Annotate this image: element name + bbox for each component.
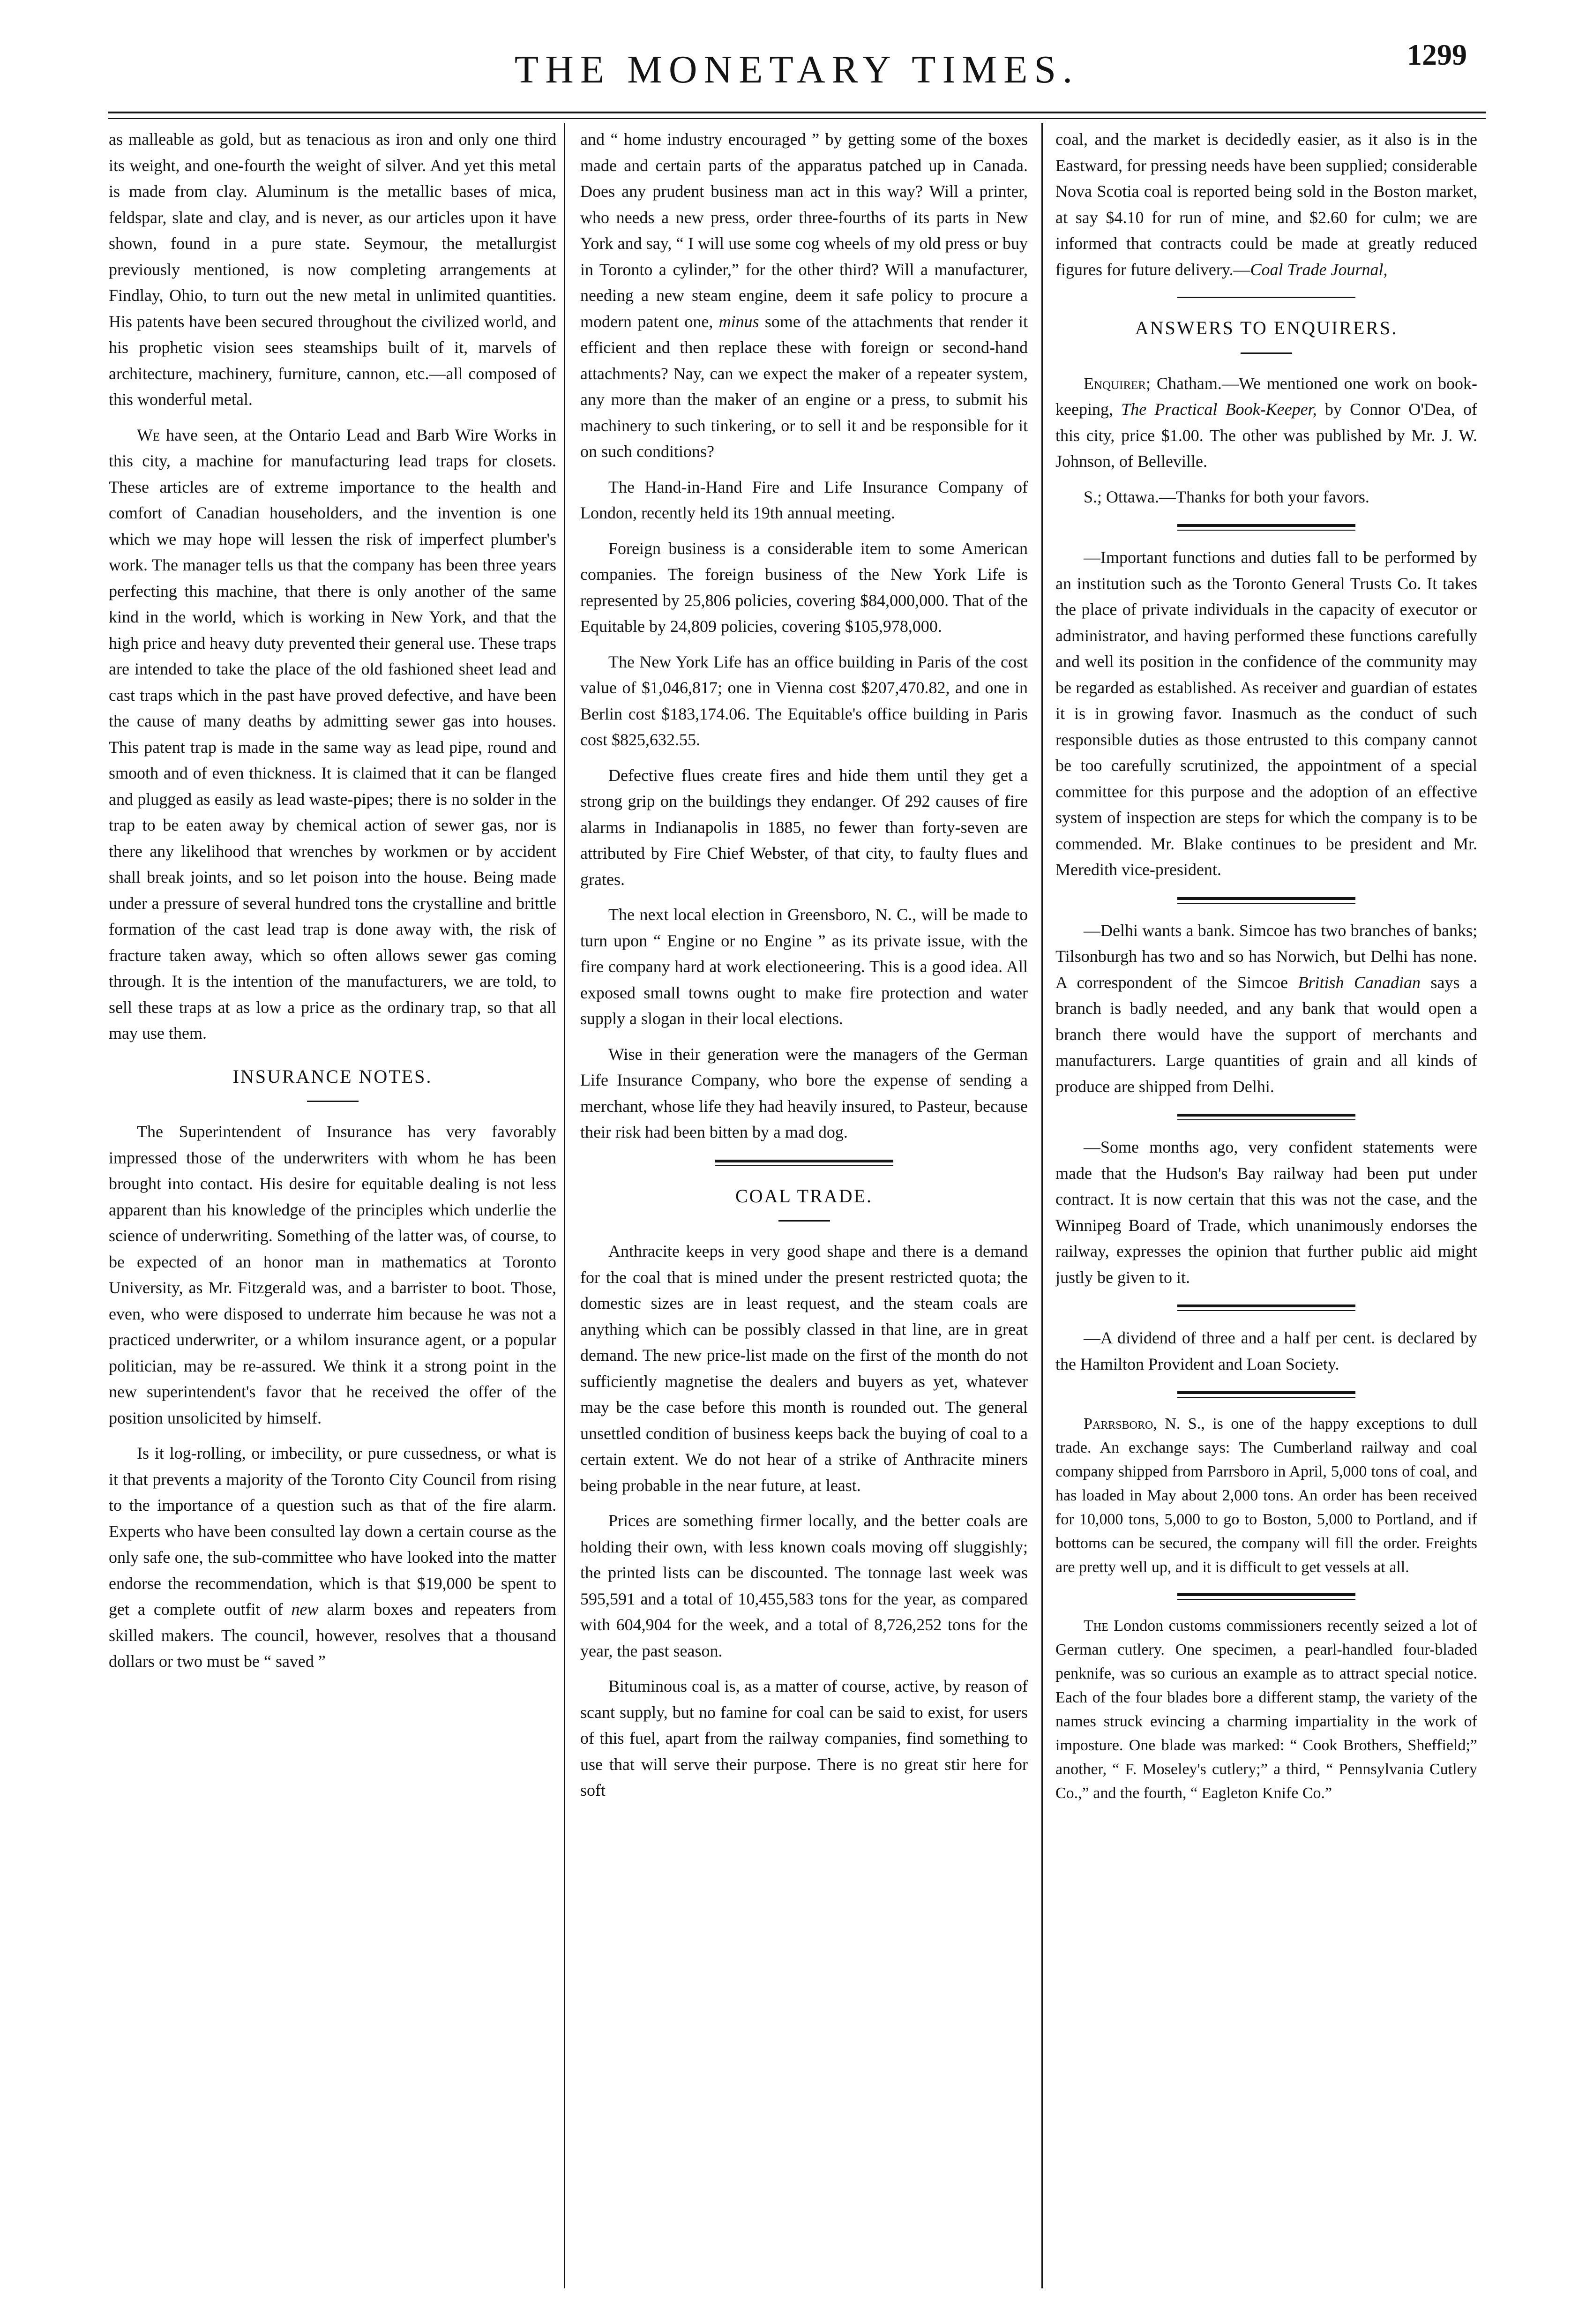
- superintendent-paragraph: The Superintendent of Insurance has very favorably impressed those of the underwriters with whom he has been brought into contact. His desire for equitable dealing is not less apparent than his knowledge of the principles which underlie the science of underwriting. Something of the latter was, of course, to be expected of an honor man in mathematics at Toronto University, as Mr. Fitzgerald was, and a barrister to boot. Those, even, who were disposed to underrate him because he was not a practiced underwriter, or a whilom insurance agent, or a popular politician, may be re-assured. We think it a strong point in the new superintendent's favor that he received the offer of the position unsolicited by himself.: [109, 1122, 556, 1427]
- bituminous-paragraph: Bituminous coal is, as a matter of course, active, by reason of scant supply, but no famine for coal can be said to exist, for users of this fuel, apart from the railway companies, find something to use that will serve their purpose. There is no great stir here for soft: [580, 1677, 1028, 1799]
- aluminum-paragraph: as malleable as gold, but as tenacious as iron and only one third its weight, and one-fourth the weight of silver. And yet this metal is made from clay. Aluminum is the metallic bases of mica, feldspar, slate and clay, and is never, as our articles upon it have shown, found in a pure state. Seymour, the metallurgist previously mentioned, is now completing arrangements at Findlay, Ohio, to turn out the new metal in unlimited quantities. His patents have been secured throughout the civilized world, and his prophetic vision sees steamships built of it, marvels of architecture, machinery, furniture, cannon, etc.—all composed of this wonderful metal.: [109, 130, 556, 409]
- section-divider: [1177, 297, 1355, 298]
- heading-rule: [778, 1220, 830, 1222]
- greensboro-paragraph: The next local election in Greensboro, N. C., will be made to turn upon “ Engine or no Engine ” as its private issue, with the fire company hard at work electioneering. This is a good idea. All exposed small towns ought to make fire protection and water supply a slogan in their local elections.: [580, 905, 1028, 1028]
- answers-heading: ANSWERS TO ENQUIRERS.: [1135, 317, 1398, 338]
- page-number: 1299: [1407, 38, 1467, 71]
- enquirer-paragraph: Enquirer; Chatham.—We mentioned one work on book-keeping, The Practical Book-Keeper, by Connor O'Dea, of this city, price $1.00. The other was published by Mr. J. W. Johnson, of Belleville.: [1055, 374, 1477, 471]
- coal-market-paragraph: coal, and the market is decidedly easier, as it also is in the Eastward, for pressing needs have been supplied; considerable Nova Scotia coal is reported being sold in the Boston market, at say $4.10 for run of mine, and $2.60 for culm; we are informed that contracts could be made at greatly reduced figures for future delivery.—Coal Trade Journal,: [1055, 130, 1477, 279]
- coal-trade-heading: COAL TRADE.: [735, 1185, 873, 1207]
- column-2: [580, 127, 1028, 2292]
- section-divider: [1177, 1391, 1355, 1398]
- masthead: [112, 33, 1481, 94]
- column-rule-1: [564, 123, 565, 2288]
- header-rule-bottom: [108, 118, 1486, 119]
- section-divider: [715, 1160, 893, 1166]
- hudsons-bay-paragraph: —Some months ago, very confident statements were made that the Hudson's Bay railway had been put under contract. It is now certain that this was not the case, and the Winnipeg Board of Trade, which unanimously endorses the railway, expresses the opinion that further public aid might justly be given to it.: [1055, 1138, 1477, 1287]
- anthracite-paragraph: Anthracite keeps in very good shape and there is a demand for the coal that is mined under the present restricted quota; the domestic sizes are in least request, and the steam coals are anything which can be possibly classed in that line, are in great demand. The new price-list made on the first of the month do not sufficiently magnetise the dealers and buyers as yet, whatever may be the case before this month is rounded out. The general unsettled condition of business keeps back the buying of coal to a certain extent. We do not hear of a strike of Anthracite miners being probable in the near future, at least.: [580, 1242, 1028, 1495]
- trusts-paragraph: —Important functions and duties fall to be performed by an institution such as the Toronto General Trusts Co. It takes the place of private individuals in the capacity of executor or administrator, and having performed these functions carefully and well its position in the confidence of the community may be regarded as established. As receiver and guardian of estates it is in growing favor. Inasmuch as the conduct of such responsible duties as those entrusted to this company cannot be too carefully scrutinized, the appointment of a special committee for this purpose and the adoption of an effective system of inspection are steps for which the company is to be commended. Mr. Blake continues to be president and Mr. Meredith vice-president.: [1055, 548, 1477, 879]
- delhi-paragraph: —Delhi wants a bank. Simcoe has two branches of banks; Tilsonburgh has two and so has Norwich, but Delhi has none. A correspondent of the Simcoe British Canadian says a branch is badly needed, and any bank that would open a branch there would have the support of merchants and manufacturers. Large quantities of grain and all kinds of produce are shipped from Delhi.: [1055, 921, 1477, 1096]
- section-divider: [1177, 524, 1355, 531]
- header-rule-top: [108, 112, 1486, 113]
- heading-rule: [1241, 352, 1292, 354]
- lead-word: We: [137, 425, 160, 444]
- column-1: [109, 127, 556, 2292]
- hand-in-hand-paragraph: The Hand-in-Hand Fire and Life Insurance Company of London, recently held its 19th annual meeting.: [580, 477, 1028, 522]
- cutlery-paragraph: The London customs commissioners recently seized a lot of German cutlery. One specimen, a pearl-handled four-bladed penknife, was so curious an example as to attract special notice. Each of the four blades bore a different stamp, the variety of the names struck evincing a charming impartiality in the work of imposture. One blade was marked: “ Cook Brothers, Sheffield;” another, “ F. Moseley's cutlery;” a third, “ Pennsylvania Cutlery Co.,” and the fourth, “ Eagleton Knife Co.”: [1055, 1617, 1477, 1802]
- section-divider: [1177, 1593, 1355, 1600]
- heading-rule: [307, 1101, 359, 1102]
- ottawa-paragraph: S.; Ottawa.—Thanks for both your favors.: [1084, 487, 1369, 506]
- insurance-notes-heading: INSURANCE NOTES.: [232, 1065, 433, 1087]
- prices-paragraph: Prices are something firmer locally, and the better coals are holding their own, with less known coals moving off sluggishly; the printed lists can be discounted. The tonnage last week was 595,591 and a total of 10,455,583 tons for the year, as compared with 604,904 for the week, and a total of 8,726,252 tons for the year, the past season.: [580, 1511, 1028, 1660]
- publication-title: THE MONETARY TIMES.: [514, 48, 1079, 91]
- office-building-paragraph: The New York Life has an office building in Paris of the cost value of $1,046,817; one in Vienna cost $207,470.82, and one in Berlin cost $183,174.06. The Equitable's office building in Paris cost $825,632.55.: [580, 652, 1028, 749]
- section-divider: [1177, 1114, 1355, 1120]
- column-rule-2: [1041, 123, 1043, 2288]
- defective-flues-paragraph: Defective flues create fires and hide them until they get a strong grip on the buildings they endanger. Of 292 causes of fire alarms in Indianapolis in 1885, no fewer than forty-seven are attributed by Fire Chief Webster, of that city, to faulty flues and grates.: [580, 765, 1028, 889]
- section-divider: [1177, 1304, 1355, 1311]
- fire-alarm-paragraph: Is it log-rolling, or imbecility, or pure cussedness, or what is it that prevents a majority of the Toronto City Council from rising to the importance of a question such as that of the fire alarm. Experts who have been consulted lay down a certain course as the only safe one, the sub-committee who have looked into the matter endorse the recommendation, which is that $19,000 be spent to get a complete outfit of new alarm boxes and repeaters from skilled makers. The council, however, resolves that a thousand dollars or two must be “ saved ”: [109, 1444, 556, 1671]
- section-divider: [1177, 897, 1355, 904]
- foreign-business-paragraph: Foreign business is a considerable item to some American companies. The foreign business of the New York Life is represented by 25,806 policies, covering $84,000,000. That of the Equitable by 24,809 policies, covering $105,978,000.: [580, 539, 1028, 636]
- home-industry-paragraph: and “ home industry encouraged ” by getting some of the boxes made and certain parts of the apparatus patched up in Canada. Does any prudent business man act in this way? Will a printer, who needs a new press, order three-fourths of its parts in New York and say, “ I will use some cog wheels of my old press or buy in Toronto a cylinder,” for the other third? Will a manufacturer, needing a new steam engine, deem it safe policy to procure a modern patent one, minus some of the attachments that render it efficient and then replace these with foreign or second-hand attachments? Nay, can we expect the maker of a repeater system, any more than the maker of an engine or a press, to submit his machinery to such tinkering, or to sell it and be responsible for it on such conditions?: [580, 130, 1028, 461]
- column-3: [1055, 127, 1477, 2292]
- parrsboro-paragraph: Parrsboro, N. S., is one of the happy exceptions to dull trade. An exchange says: The Cumberland railway and coal company shipped from Parrsboro in April, 5,000 tons of coal, and has loaded in May about 2,000 tons. An order has been received for 10,000 tons, 5,000 to go to Boston, 5,000 to Portland, and if bottoms can be secured, the company will fill the order. Freights are pretty well up, and it is difficult to get vessels at all.: [1055, 1415, 1477, 1576]
- dividend-paragraph: —A dividend of three and a half per cent. is declared by the Hamilton Provident and Loan Society.: [1055, 1328, 1477, 1373]
- german-life-paragraph: Wise in their generation were the managers of the German Life Insurance Company, who bore the expense of sending a merchant, whose life they had heavily insured, to Pasteur, because their risk had been bitten by a mad dog.: [580, 1044, 1028, 1141]
- lead-traps-paragraph: We have seen, at the Ontario Lead and Barb Wire Works in this city, a machine for manufacturing lead traps for closets. These articles are of extreme importance to the health and comfort of Canadian householders, and the invention is one which we may hope will lessen the risk of imperfect plumber's work. The manager tells us that the company has been three years perfecting this machine, that there is only another of the same kind in the world, which is working in New York, and that the high price and heavy duty prevented their general use. These traps are intended to take the place of the old fashioned sheet lead and cast traps which in the past have proved defective, and have been the cause of many deaths by admitting sewer gas into houses. This patent trap is made in the same way as lead pipe, round and smooth and of even thickness. It is claimed that it can be flanged and plugged as easily as lead waste-pipes; there is no solder in the trap to be eaten away by chemical action of sewer gas, nor is there any likelihood that wrenches by workmen or by accident shall break joints, and so let poison into the house. Being made under a pressure of several hundred tons the crystalline and brittle formation of the cast lead trap is done away with, the risk of fracture taken away, which so often allows sewer gas coming through. It is the intention of the manufacturers, we are told, to sell these traps at as low a price as the ordinary trap, so that all may use them.: [109, 425, 556, 1042]
